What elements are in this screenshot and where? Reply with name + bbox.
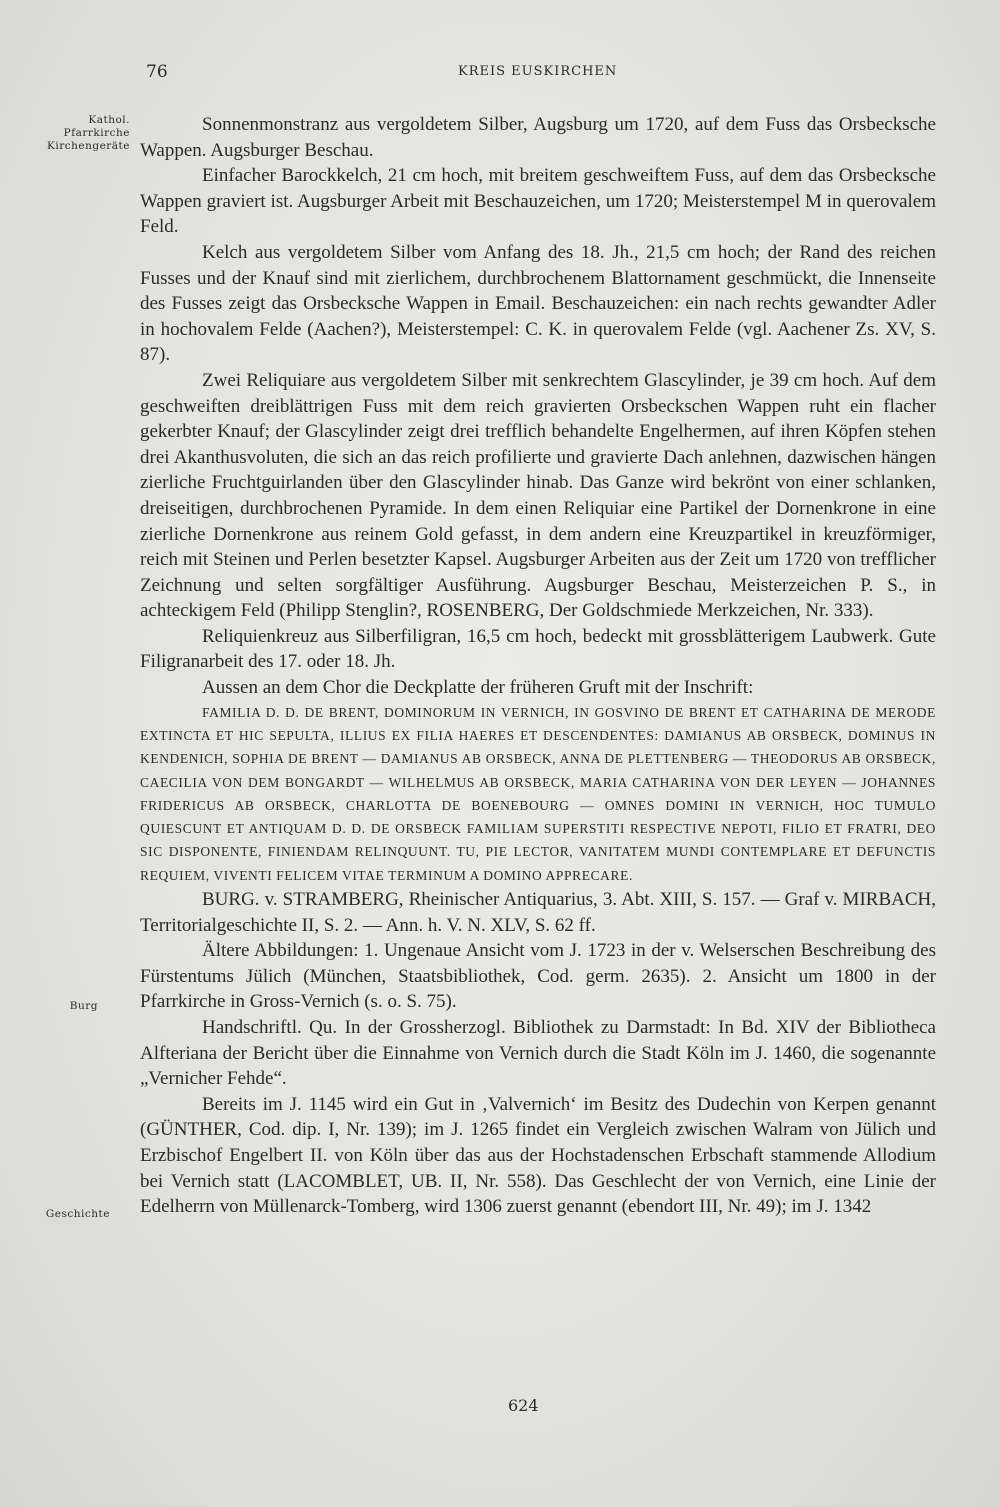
paragraph-reliquiare: Zwei Reliquiare aus vergoldetem Silber mit senkrechtem Glascylinder, je 39 cm hoch. Auf dem geschweiften dreiblättrigen Fuss mit dem reich gravierten Orsbeckschen Wappen ruht ein flacher gekerbter Knauf; der Glascylinder zeigt drei trefflich behandelte Engelhermen, auf ihren Köpfen stehen drei Akanthusvoluten, die sich an das reich profilierte und gravierte Dach anlehnen, dazwischen hängen zierliche Fruchtguirlanden über den Glascylinder hinab. Das Ganze wird bekrönt von einer schlanken, dreiseitigen, durchbrochenen Pyramide. In dem einen Reliquiar eine Partikel der Dornenkrone in eine zierliche Dornenkrone aus reinem Gold gefasst, in dem andern eine Kreuzpartikel in kreuzförmiger, reich mit Steinen und Perlen besetzter Kapsel. Augsburger Arbeiten aus der Zeit um 1720 von trefflicher Zeichnung und selten sorgfältiger Ausführung. Augsburger Beschau, Meisterzeichen P. S., in achteckigem Feld (Philipp Stenglin?, ROSENBERG, Der Goldschmiede Merkzeichen, Nr. 333). (140, 369, 936, 622)
paragraph-aeltere-abbildungen: Ältere Abbildungen: 1. Ungenaue Ansicht vom J. 1723 in der v. Welserschen Beschreibung des Fürstentums Jülich (München, Staatsbibliothek, Cod. germ. 2635). 2. Ansicht um 1800 in der Pfarrkirche in Gross-Vernich (s. o. S. 75). (140, 940, 936, 1013)
margin-note-burg: Burg (69, 1000, 98, 1012)
page-number: 76 (146, 62, 168, 82)
paragraph-burg-literature: BURG. v. STRAMBERG, Rheinischer Antiquarius, 3. Abt. XIII, S. 157. — Graf v. MIRBACH, Territorialgeschichte II, S. 2. — Ann. h. V. N. XLV, S. 62 ff. (140, 889, 936, 936)
paragraph-deckplatte: Aussen an dem Chor die Deckplatte der früheren Gruft mit der Inschrift: (202, 677, 754, 699)
paragraph-barockkelch: Einfacher Barockkelch, 21 cm hoch, mit breitem geschweiftem Fuss, auf dem das Orsbecksche Wappen graviert ist. Augsburger Arbeit mit Beschauzeichen, um 1720; Meisterstempel M in querovalem Feld. (140, 165, 936, 238)
paragraph-reliquienkreuz: Reliquienkreuz aus Silberfiligran, 16,5 cm hoch, bedeckt mit grossblätterigem Laubwerk. Gute Filigranarbeit des 17. oder 18. Jh. (140, 625, 936, 673)
body-text (140, 112, 936, 1220)
margin-note-kirchengeraete: Kirchengeräte (47, 140, 130, 152)
margin-note-pfarrkirche: Pfarrkirche (63, 127, 130, 139)
paragraph-handschriftliche-quellen: Handschriftl. Qu. In der Grossherzogl. Bibliothek zu Darmstadt: In Bd. XIV der Bibliotheca Alfteriana der Bericht über die Einnahme von Vernich durch die Stadt Köln im J. 1460, die sogenannte „Vernicher Fehde“. (140, 1017, 936, 1090)
margin-note-kathol: Kathol. (88, 114, 130, 126)
sheet-number: 624 (508, 1396, 539, 1415)
inscription-text: FAMILIA D. D. DE BRENT, DOMINORUM IN VERNICH, IN GOSVINO DE BRENT ET CATHARINA DE MERODE EXTINCTA ET HIC SEPULTA, ILLIUS EX FILIA HAERES ET DESCENDENTES: DAMIANUS AB ORSBECK, DOMINUS IN KENDENICH, SOPHIA DE BRENT — DAMIANUS AB ORSBECK, ANNA DE PLETTENBERG — THEODORUS AB ORSBECK, CAECILIA VON DEM BONGARDT — WILHELMUS AB ORSBECK, MARIA CATHARINA VON DER LEYEN — JOHANNES FRIDERICUS AB ORSBECK, CHARLOTTA DE BOENEBOURG — OMNES DOMINI IN VERNICH, HOC TUMULO QUIESCUNT ET ANTIQUAM D. D. DE ORSBECK FAMILIAM SUPERSTITI RESPECTIVE NEPOTI, FILIO ET FRATRI, DEO SIC DISPONENTE, FINIENDAM RELINQUUNT. TU, PIE LECTOR, VANITATEM MUNDI CONTEMPLARE ET DEFUNCTIS REQUIEM, VIVENTI FELICEM VITAE TERMINUM A DOMINO APPRECARE. (140, 704, 936, 883)
margin-note-church (10, 114, 130, 153)
margin-note-geschichte: Geschichte (45, 1208, 110, 1220)
paragraph-geschichte: Bereits im J. 1145 wird ein Gut in ‚Valvernich‘ im Besitz des Dudechin von Kerpen genannt (GÜNTHER, Cod. dip. I, Nr. 139); im J. 1265 findet ein Vergleich zwischen Walram von Jülich und Erzbischof Engelbert II. von Köln über das aus der Hochstadenschen Erbschaft stammende Allodium bei Vernich statt (LACOMBLET, UB. II, Nr. 558). Das Geschlecht der von Vernich, eine Linie der Edelherrn von Müllenarck-Tomberg, wird 1306 zuerst genannt (ebendort III, Nr. 49); im J. 1342 (140, 1093, 936, 1218)
paragraph-kelch: Kelch aus vergoldetem Silber vom Anfang des 18. Jh., 21,5 cm hoch; der Rand des reichen Fusses und der Knauf sind mit zierlichem, durchbrochenem Blattornament geschmückt, die Innenseite des Fusses zeigt das Orsbecksche Wappen in Email. Beschauzeichen: ein nach rechts gewandter Adler in hochovalem Felde (Aachen?), Meisterstempel: C. K. in querovalem Felde (vgl. Aachener Zs. XV, S. 87). (140, 241, 936, 366)
running-title: KREIS EUSKIRCHEN (458, 64, 618, 79)
paragraph-sonnenmonstranz: Sonnenmonstranz aus vergoldetem Silber, Augsburg um 1720, auf dem Fuss das Orsbecksche Wappen. Augsburger Beschau. (140, 114, 936, 161)
